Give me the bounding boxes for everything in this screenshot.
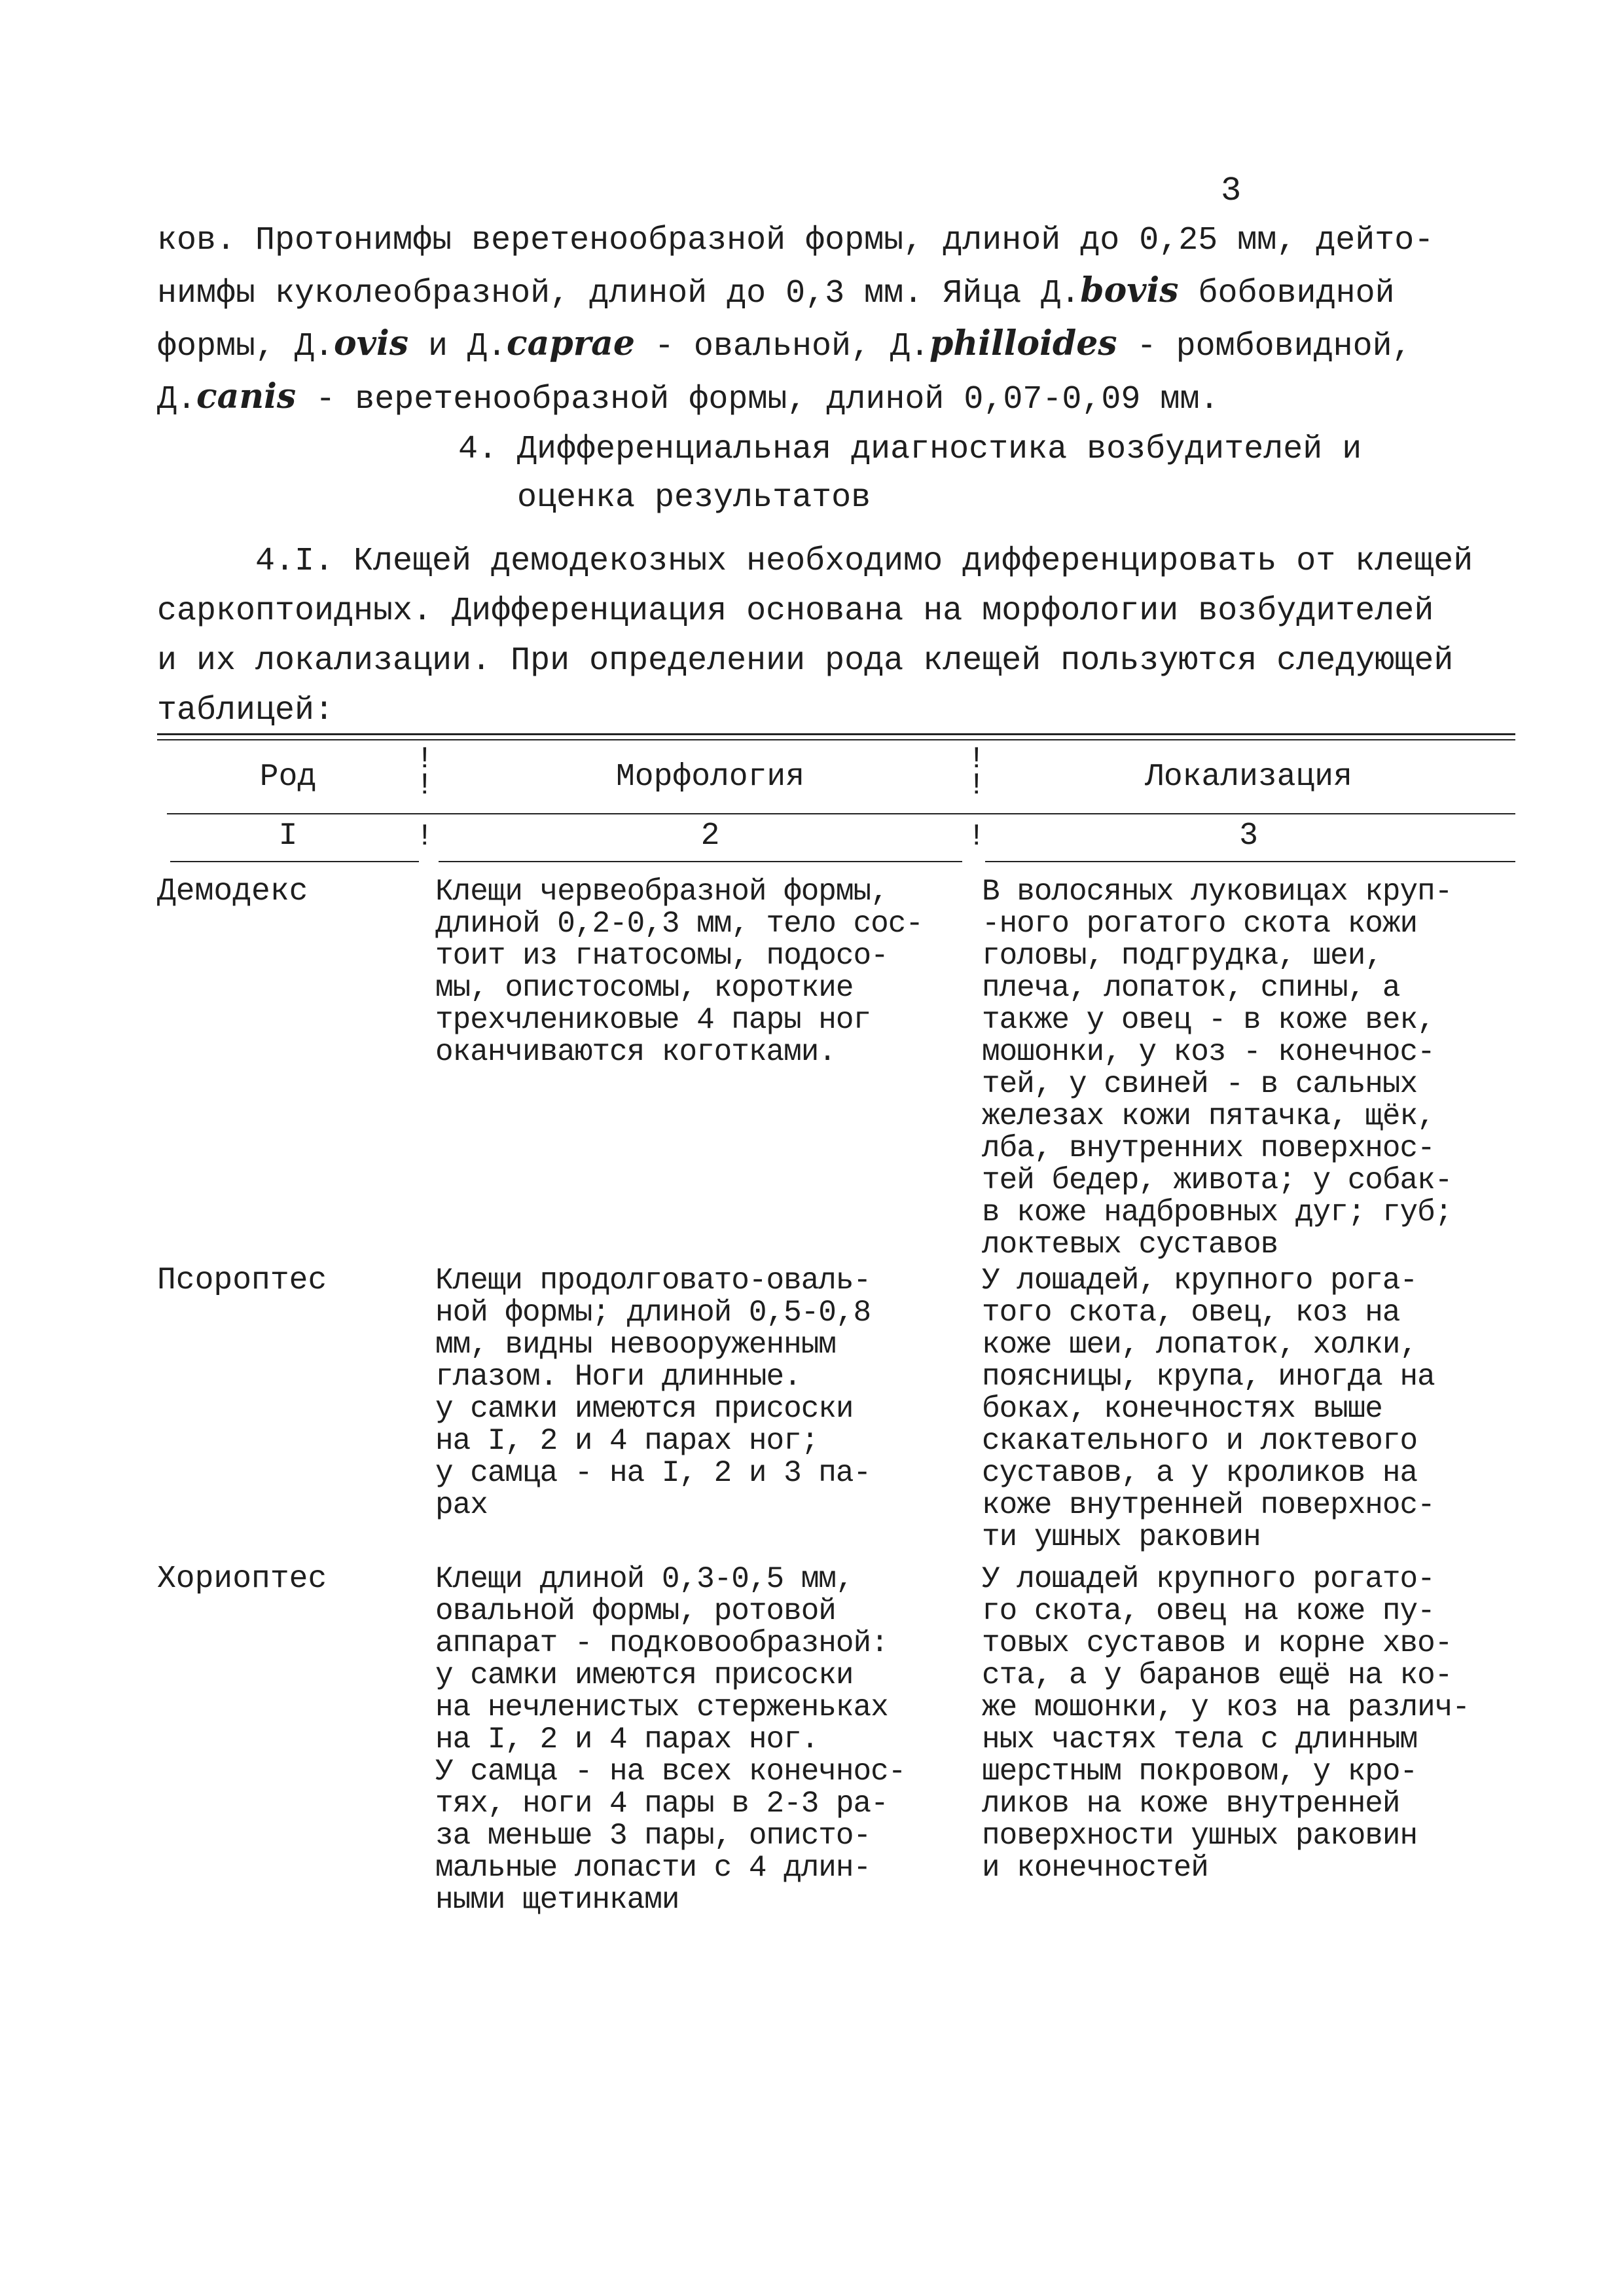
table-rule (170, 861, 419, 862)
separator-mark: ! (967, 742, 986, 776)
table-row-morphology: Клещи длиной 0,3-0,5 мм, овальной формы, ротовой аппарат - подковообразной: у самки имеются присоски на нечленистых стерженьках на I, 2 и 4 парах ног. У самца - на всех конечнос- тях, ноги 4 пары в 2-3 ра- за меньше 3 пары, описто- мальные лопасти с 4 длин- ными щетинками (435, 1562, 906, 1917)
species-name: bovis (1080, 270, 1179, 310)
intro-line: саркоптоидных. Дифференциация основана на морфологии возбудителей (157, 592, 1434, 630)
intro-paragraph (157, 537, 1479, 736)
intro-line: и их локализации. При определении рода клещей пользуются следующей (157, 642, 1454, 680)
section-heading (458, 426, 1440, 522)
table-row-genus: Хориоптес (157, 1561, 327, 1597)
header-genus: Род (259, 759, 317, 795)
paragraph-text: и Д. (408, 328, 507, 365)
species-name: caprae (507, 323, 635, 363)
paragraph-continuation (157, 216, 1479, 425)
separator-mark: ! (967, 769, 986, 803)
paragraph-line: ков. Протонимфы веретенообразной формы, длиной до 0,25 мм, дейто- (157, 222, 1434, 259)
paragraph-text: нимфы куколеобразной, длиной до 0,3 мм. Яйца Д. (157, 275, 1081, 312)
paragraph-line (157, 319, 1479, 372)
separator-mark: ! (416, 820, 434, 854)
table-rule (157, 733, 1515, 735)
intro-line: таблицей: (157, 692, 334, 729)
column-number: I (278, 818, 298, 854)
section-heading-line: оценка результатов (517, 479, 871, 517)
paragraph-line (157, 266, 1479, 319)
table-row-genus: Псороптес (157, 1263, 327, 1298)
table-rule (167, 813, 1515, 814)
genus-table (157, 733, 1519, 1977)
separator-mark: ! (967, 820, 986, 854)
table-row-localization: У лошадей крупного рогато- го скота, овец на коже пу- товых суставов и корне хво- ста, а у баранов ещё на ко- же мошонки, у коз на различ- ных частях тела с длинным шерстным покровом, у кро- ликов на коже внутренней поверхности ушных раковин и конечностей (982, 1562, 1470, 1885)
separator-mark: ! (416, 742, 434, 776)
column-number: 2 (700, 818, 720, 854)
table-row-localization: В волосяных луковицах круп- -ного рогатого скота кожи головы, подгрудка, шеи, плеча, лопаток, спины, а также у овец - в коже век, мошонки, у коз - конечнос- тей, у свиней - в сальных железах кожи пятачка, щёк, лба, внутренних поверхнос- тей бедер, живота; у собак- в коже надбровных дуг; губ; локтевых суставов (982, 875, 1453, 1262)
paragraph-text: бобовидной (1178, 275, 1395, 312)
table-rule (157, 739, 1515, 740)
species-name: ovis (334, 323, 408, 363)
header-localization: Локализация (1145, 759, 1352, 795)
column-number: 3 (1239, 818, 1258, 854)
species-name: philloides (929, 323, 1117, 363)
table-row-morphology: Клещи червеобразной формы, длиной 0,2-0,3 мм, тело сос- тоит из гнатосомы, подосо- мы, опистосомы, короткие трехчлениковые 4 пары ног оканчиваются коготками. (435, 875, 923, 1069)
table-rule (439, 861, 962, 862)
section-heading-line: 4. Дифференциальная диагностика возбудителей и (458, 431, 1362, 468)
paragraph-text: формы, Д. (157, 328, 334, 365)
table-row-genus: Демодекс (157, 874, 308, 909)
table-row-localization: У лошадей, крупного рога- того скота, овец, коз на коже шеи, лопаток, холки, поясницы, крупа, иногда на боках, конечностях выше скакательного и локтевого суставов, а у кроликов на коже внутренней поверхнос- ти ушных раковин (982, 1264, 1435, 1554)
species-name: canis (196, 376, 297, 416)
paragraph-text: - ромбовидной, (1117, 328, 1412, 365)
paragraph-text: - овальной, Д. (634, 328, 929, 365)
paragraph-line (157, 372, 1479, 425)
table-rule (985, 861, 1515, 862)
paragraph-text: Д. (157, 381, 197, 418)
header-morphology: Морфология (615, 759, 805, 795)
table-row-morphology: Клещи продолговато-оваль- ной формы; длиной 0,5-0,8 мм, видны невооруженным глазом. Ноги длинные. у самки имеются присоски на I, 2 и 4 парах ног; у самца - на I, 2 и 3 па- рах (435, 1264, 871, 1522)
page-number: 3 (1221, 172, 1242, 210)
column-separator (416, 742, 434, 803)
separator-mark: ! (416, 769, 434, 803)
intro-line: 4.I. Клещей демодекозных необходимо дифференцировать от клещей (255, 543, 1473, 580)
paragraph-text: - веретенообразной формы, длиной 0,07-0,09 мм. (296, 381, 1219, 418)
column-separator (967, 742, 986, 803)
